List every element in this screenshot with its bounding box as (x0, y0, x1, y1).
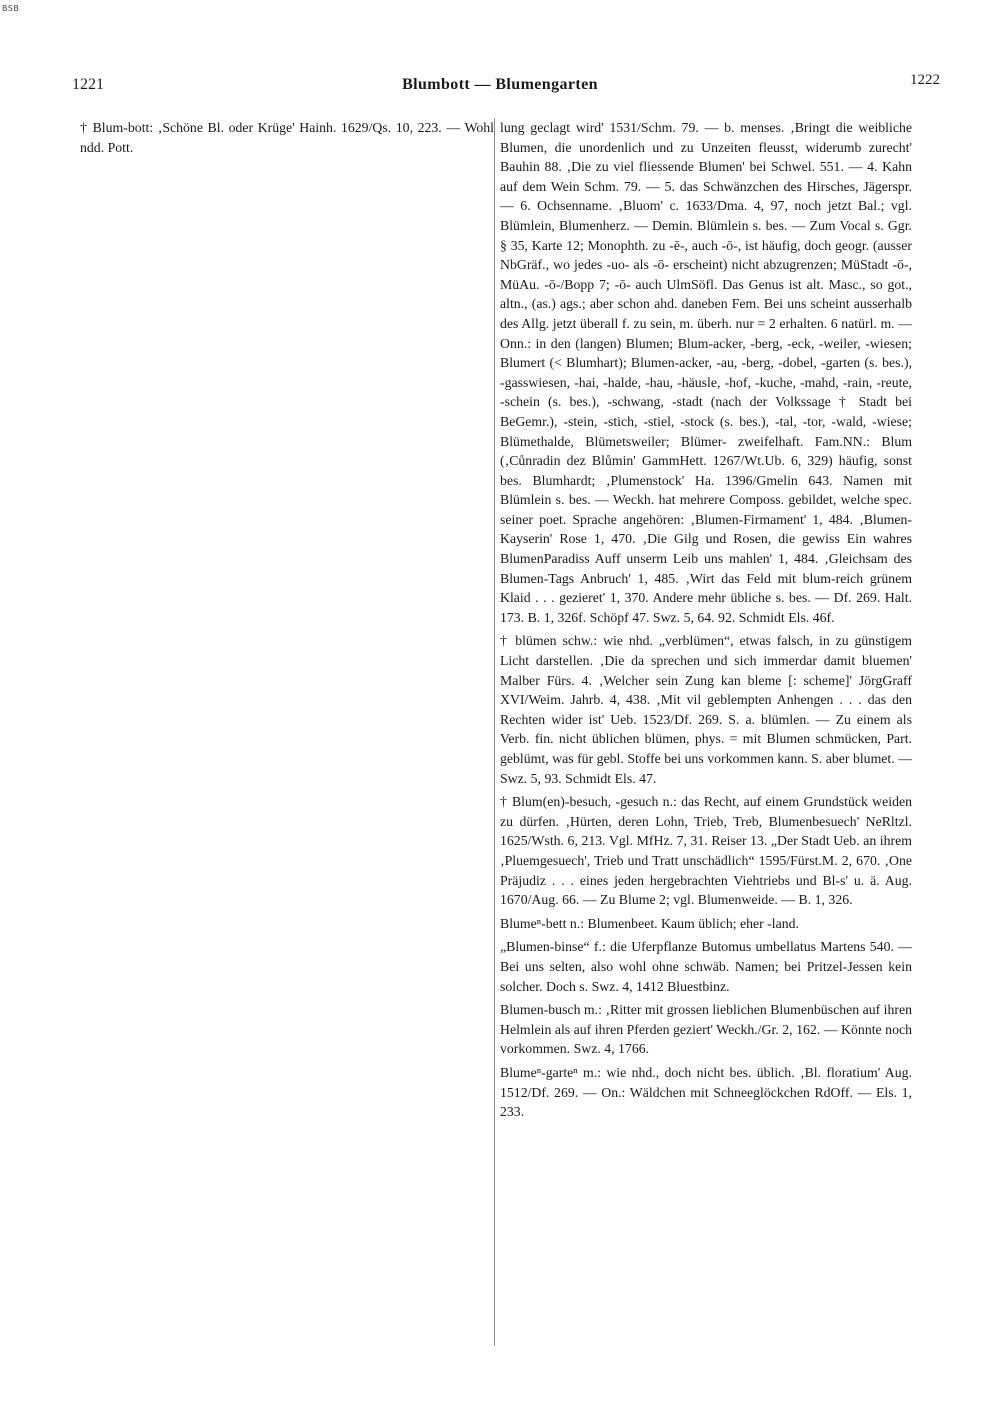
entry-blumenbesuch: † Blum(en)-besuch, -gesuch n.: das Recht, auf einem Grundstück weiden zu dürfen. ‚Hürten, deren Lohn, Trieb, Treb, Blumenbesuech' NeRltzl. 1625/Wsth. 6, 213. Vgl. MfHz. 7, 31. Reiser 13. „Der Stadt Ueb. an ihrem ‚Pluemgesuech', Trieb und Tratt unschädlich“ 1595/Fürst.M. 2, 670. ‚One Präjudiz . . . eines jeden hergebrachten Viehtriebs und Bl-s' u. ä. Aug. 1670/Aug. 66. — Zu Blume 2; vgl. Blumenweide. — B. 1, 326. (500, 794, 912, 908)
left-column (80, 118, 494, 1348)
running-title: Blumbott — Blumengarten (402, 76, 598, 93)
entry-blumenbinse: „Blumen-binse“ f.: die Uferpflanze Butomus umbellatus Martens 540. — Bei uns selten, also wohl ohne schwäb. Namen; bei Pritzel-Jessen kein solcher. Doch s. Swz. 4, 1412 Bluestbinz. (500, 939, 912, 994)
page-number-right: 1222 (910, 72, 940, 88)
page-number-left: 1221 (72, 76, 104, 93)
page-header (60, 72, 940, 100)
library-stamp: BSB (2, 4, 20, 13)
entry-paragraph: lung geclagt wird' 1531/Schm. 79. — b. menses. ‚Bringt die weibliche Blumen, die unordenlich und zu Unzeiten fleusst, widerumb zurecht' Bauhin 88. ‚Die zu viel fliessende Blumen' bei Schwel. 551. — 4. Kahn auf dem Wein Schm. 79. — 5. das Schwänzchen des Hirsches, Jägerspr. — 6. Ochsenname. ‚Bluom' c. 1633/Dma. 4, 97, noch jetzt Bal.; vgl. Blümlein, Blumenherz. — Demin. Blümlein s. bes. — Zum Vocal s. Ggr. § 35, Karte 12; Monophth. zu -ē-, auch -ō-, ist häufig, doch geogr. (ausser NbGräf., wo jedes -uo- als -ō- erscheint) nicht abzugrenzen; MüStadt -ō-, MüAu. -ō-/Bopp 7; -ō- auch UlmSöfl. Das Genus ist alt. Masc., so got., altn., (as.) ags.; aber schon ahd. daneben Fem. Bei uns scheint ausserhalb des Allg. jetzt überall f. zu sein, m. überh. nur = 2 erhalten. 6 natürl. m. — Onn.: in den (langen) Blumen; Blum-acker, -berg, -eck, -weiler, -wiesen; Blumert (< Blumhart); Blumen-acker, -au, -berg, -dobel, -garten (s. bes.), -gasswiesen, -hai, -halde, -hau, -häusle, -hof, -kuche, -mahd, -rain, -reute, -schein (s. bes.), -schwang, -stadt (nach der Volkssage † Stadt bei BeGemr.), -stein, -stich, -stiel, -stock (s. bes.), -tal, -tor, -wald, -wiese; Blümethalde, Blümetsweiler; Blümer- zweifelhaft. Fam.NN.: Blum (‚Cůnradin dez Blůmin' GammHett. 1267/Wt.Ub. 6, 329) häufig, sonst bes. Blumhardt; ‚Plumenstock' Ha. 1396/Gmelin 643. Namen mit Blümlein s. bes. — Weckh. hat mehrere Composs. gebildet, welche spec. seiner poet. Sprache angehören: ‚Blumen-Firmament' 1, 484. ‚Blumen-Kayserin' Rose 1, 470. ‚Die Gilg und Rosen, die gewiss Ein wahres BlumenParadiss Auff unserm Leib uns mahlen' 1, 484. ‚Gleichsam des Blumen-Tags Anbruch' 1, 485. ‚Wirt das Feld mit blum-reich grünem Klaid . . . gezieret' 1, 370. Andere mehr übliche s. bes. — Df. 269. Halt. 173. B. 1, 326f. Schöpf 47. Swz. 5, 64. 92. Schmidt Els. 46f. (500, 120, 912, 625)
entry-blumenbusch: Blumen-busch m.: ‚Ritter mit grossen lieblichen Blumenbüschen auf ihren Helmlein als auf ihren Pferden geziert' Weckh./Gr. 2, 162. — Könnte noch vorkommen. Swz. 4, 1766. (500, 1002, 912, 1057)
entry-blumenbett: Blumeⁿ-bett n.: Blumenbeet. Kaum üblich; eher -land. (500, 915, 799, 931)
right-column (500, 118, 912, 1348)
entry-blumengarten: Blumeⁿ-garteⁿ m.: wie nhd., doch nicht bes. üblich. ‚Bl. floratium' Aug. 1512/Df. 269. — On.: Wäldchen mit Schneeglöckchen RdOff. — Els. 1, 233. (500, 1064, 912, 1120)
column-divider (494, 118, 495, 1346)
entry-bluemen: † blümen schw.: wie nhd. „verblümen“, etwas falsch, in zu günstigem Licht darstellen. ‚Die da sprechen und sich immerdar damit bluemen' Malber Fürs. 4. ‚Welcher sein Zung kan bleme [: scheme]' JörgGraff XVI/Weim. Jahrb. 4, 438. ‚Mit vil geblempten Anhengen . . . das den Rechten wider ist' Ueb. 1523/Df. 269. S. a. blümlen. — Zu einem als Verb. fin. nicht üblichen blümen, phys. = mit Blumen schmücken, Part. geblümt, was für gebl. Stoffe bei uns vorkommen kann. S. aber blumet. — Swz. 5, 93. Schmidt Els. 47. (500, 633, 912, 786)
entry-paragraph: † Blum-bott: ‚Schöne Bl. oder Krüge' Hainh. 1629/Qs. 10, 223. — Wohl ndd. Pott. (80, 120, 494, 155)
